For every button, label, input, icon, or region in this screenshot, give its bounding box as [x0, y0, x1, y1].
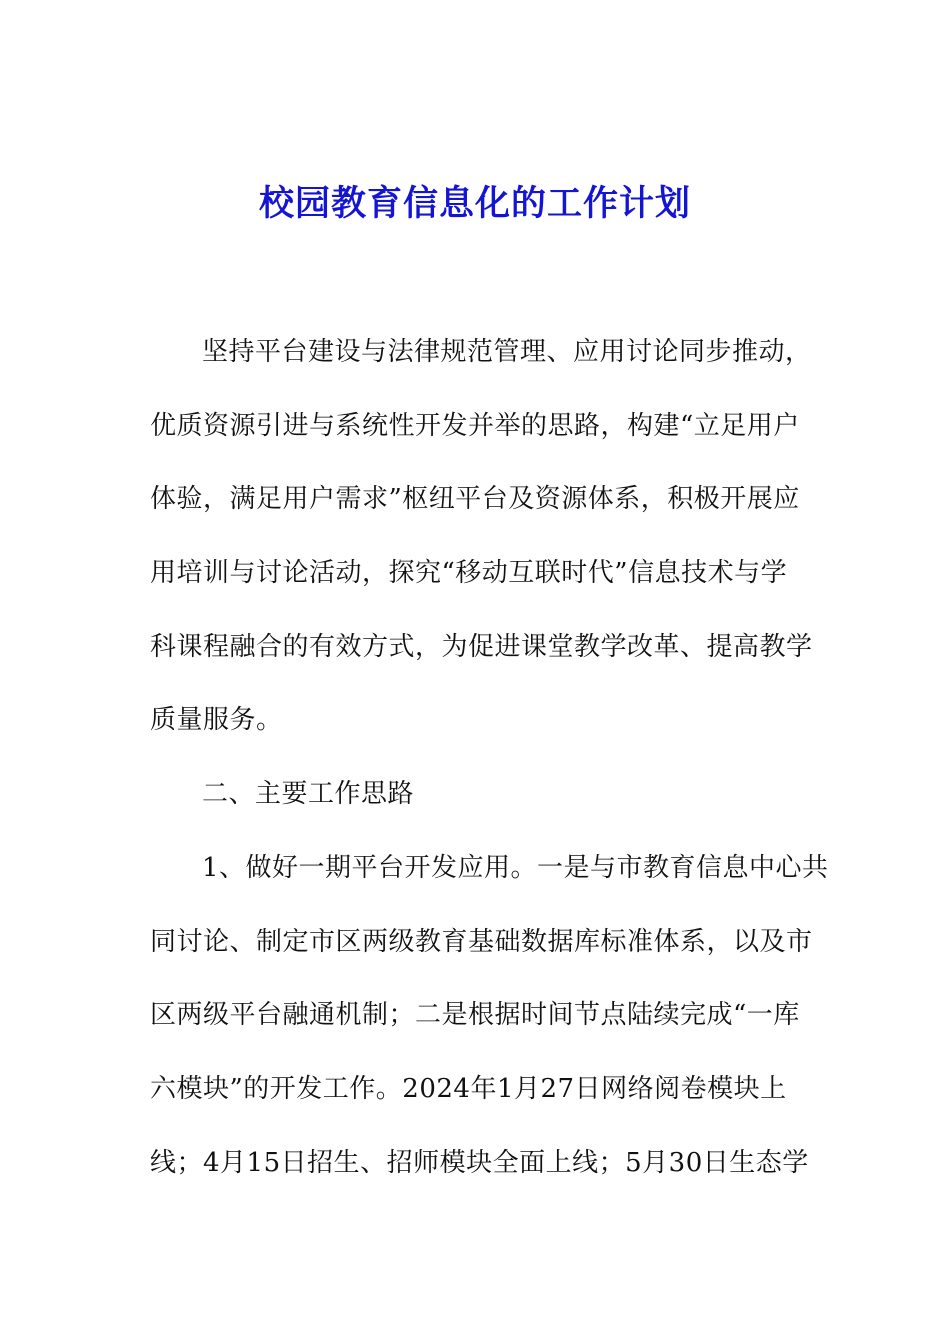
paragraph-line: 六模块”的开发工作。2024年1月27日网络阅卷模块上	[150, 1073, 787, 1104]
document-title: 校园教育信息化的工作计划	[258, 184, 691, 224]
paragraph-line: 科课程融合的有效方式，为促进课堂教学改革、提高教学	[150, 631, 813, 662]
paragraph-line: 用培训与讨论活动，探究“移动互联时代”信息技术与学	[150, 558, 788, 589]
section-heading: 二、主要工作思路	[202, 779, 415, 810]
paragraph-line: 坚持平台建设与法律规范管理、应用讨论同步推动，	[202, 337, 812, 367]
document-body	[150, 324, 829, 1208]
paragraph-line: 线；4月15日招生、招师模块全面上线；5月30日生态学	[150, 1147, 809, 1178]
paragraph-line: 体验，满足用户需求”枢纽平台及资源体系，积极开展应	[150, 484, 800, 515]
paragraph-line: 优质资源引进与系统性开发并举的思路，构建“立足用户	[150, 410, 800, 441]
paragraph-line: 质量服务。	[150, 705, 283, 736]
paragraph-line: 1、做好一期平台开发应用。一是与市教育信息中心共	[202, 852, 829, 883]
paragraph-line: 区两级平台融通机制；二是根据时间节点陆续完成“一库	[150, 1000, 800, 1031]
paragraph-line: 同讨论、制定市区两级教育基础数据库标准体系，以及市	[150, 926, 813, 957]
